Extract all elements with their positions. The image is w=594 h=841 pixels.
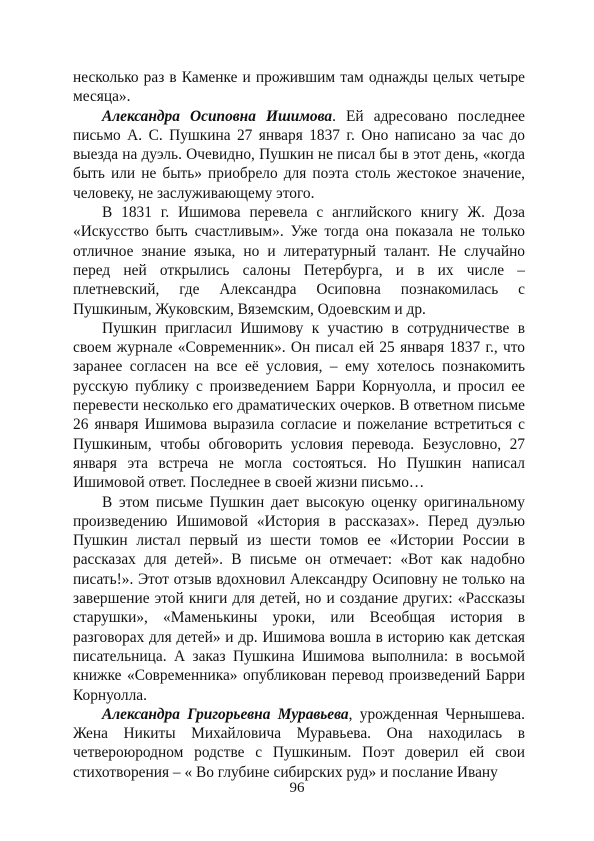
paragraph-text: Пушкин пригласил Ишимову к участию в сотрудничестве в своем журнале «Современник». Он писал ей 25 января 1837 г., что заранее согласен на все её условия, – ему хотелось познакомить русскую публику с произведением Барри Корнуолла, и просил ее перевести несколько его драматических очерков. В ответном письме 26 января Ишимова выразила согласие и пожелание встретиться с Пушкиным, чтобы обговорить условия перевода. Безусловно, 27 января эта встреча не могла состояться. Но Пушкин написал Ишимовой ответ. Последнее в своей жизни письмо… [73,319,525,492]
person-name: Александра Осиповна Ишимова [102,107,333,125]
body-text [73,68,525,782]
paragraph-continuation [73,68,525,107]
page-number: 96 [289,780,305,796]
paragraph-text: , урожденная Чернышева. Жена Никиты Михайловича Муравьева. Она находилась в четвероюродном родстве с Пушкиным. Поэт доверил ей свои стихотворения – « Во глубине сибирских руд» и послание Ивану [73,705,525,781]
paragraph-sovremennik [73,319,525,493]
paragraph-translation [73,203,525,319]
paragraph-muravyova-intro [73,705,525,782]
paragraph-text: В этом письме Пушкин дает высокую оценку оригинальному произведению Ишимовой «История в рассказах». Перед дуэлью Пушкин листал первый из шести томов ее «Истории России в рассказах для детей». В письме он отмечает: «Вот как надобно писать!». Этот отзыв вдохновил Александру Осиповну не только на завершение этой книги для детей, но и создание других: «Рассказы старушки», «Маменькины уроки, или Всеобщая история в разговорах для детей» и др. Ишимова вошла в историю как детская писательница. А заказ Пушкина Ишимова выполнила: в восьмой книжке «Современника» опубликован перевод произведений Барри Корнуолла. [73,493,525,704]
paragraph-text: . Ей адресовано последнее письмо А. С. Пушкина 27 января 1837 г. Оно написано за час до выезда на дуэль. Очевидно, Пушкин не писал бы в этот день, «когда быть или не быть» приобрело для поэта столь жестокое значение, человеку, не заслуживающему этого. [73,107,525,202]
paragraph-text: В 1831 г. Ишимова перевела с английского книгу Ж. Доза «Искусство быть счастливым». Уже тогда она показала не только отличное знание языка, но и литературный талант. Не случайно перед ней открылись салоны Петербурга, и в их числе – плетневский, где Александра Осиповна познакомилась с Пушкиным, Жуковским, Вяземским, Одоевским и др. [73,204,525,318]
paragraph-last-letter [73,493,525,705]
paragraph-ishimova-intro [73,107,525,203]
person-name: Александра Григорьевна Муравьева [102,705,349,723]
paragraph-text: несколько раз в Каменке и прожившим там однажды целых четыре месяца». [73,69,525,106]
